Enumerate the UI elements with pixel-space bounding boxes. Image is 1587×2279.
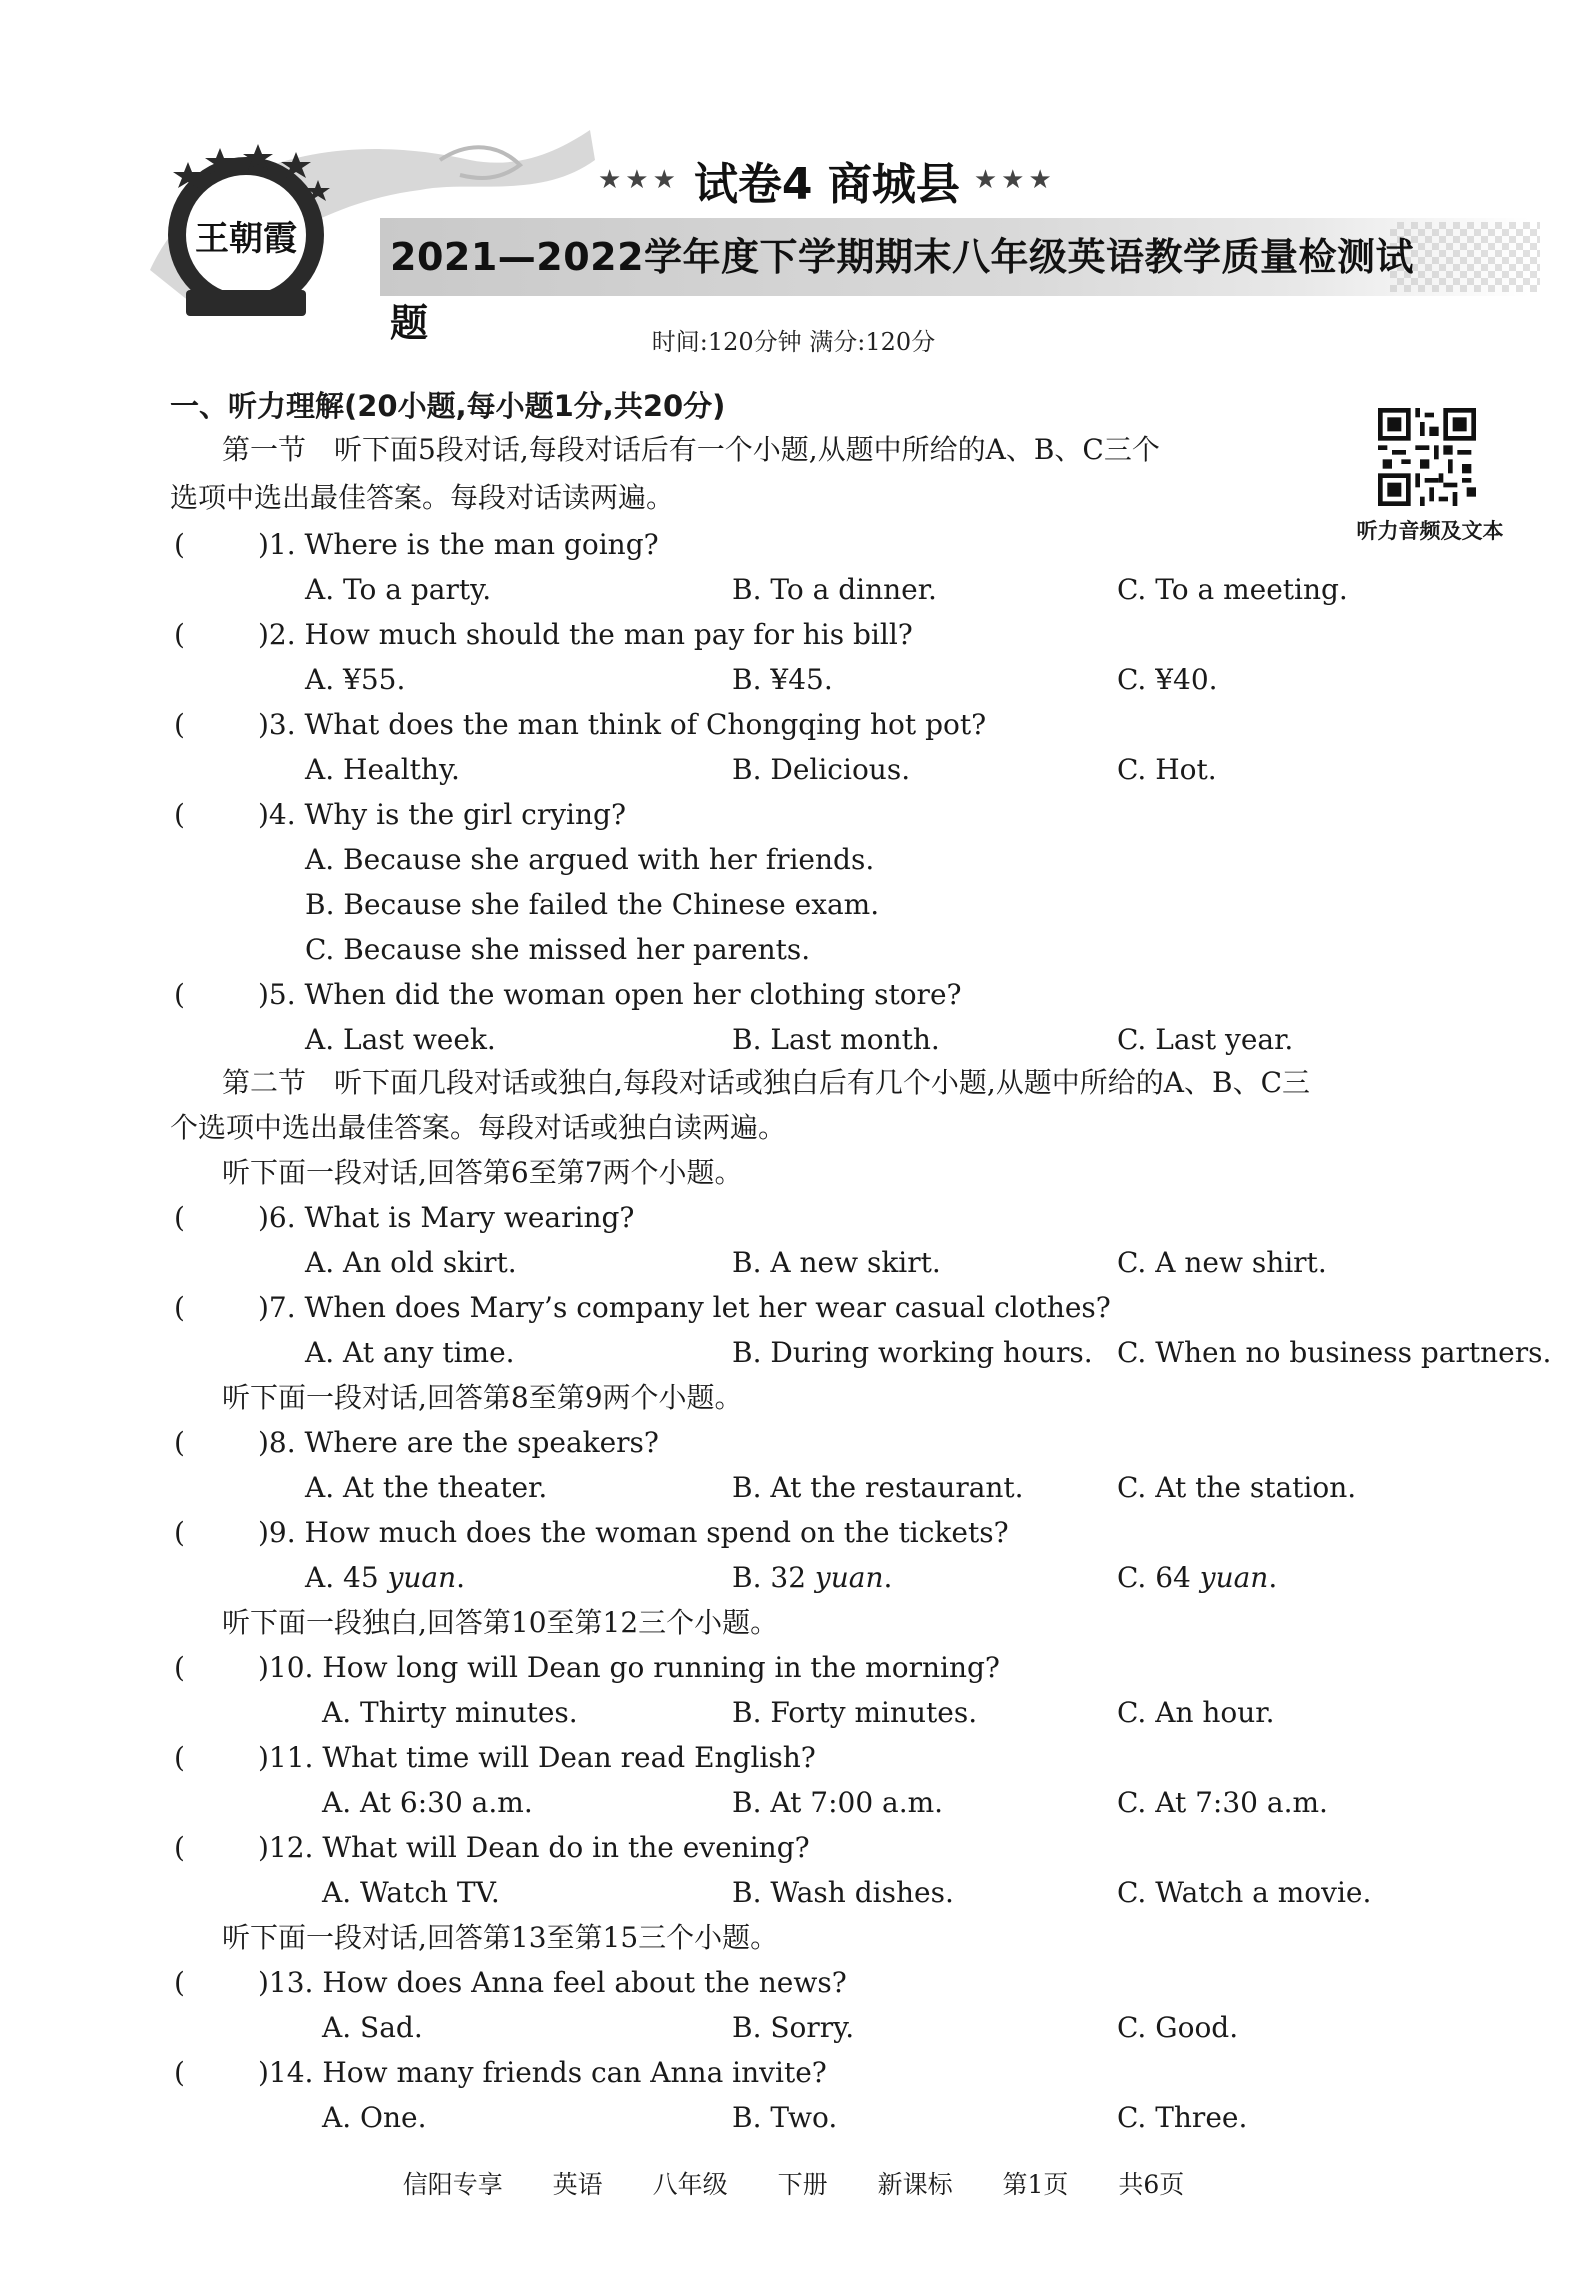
option-7b: B. During working hours. xyxy=(732,1336,1093,1369)
answer-paren: ( xyxy=(174,528,185,561)
option-4a: A. Because she argued with her friends. xyxy=(305,843,875,876)
option-1a: A. To a party. xyxy=(305,573,492,606)
question-12: )12. What will Dean do in the evening? xyxy=(258,1831,810,1864)
option-2a: A. ¥55. xyxy=(305,663,406,696)
option-10b: B. Forty minutes. xyxy=(732,1696,978,1729)
question-10: )10. How long will Dean go running in the morning? xyxy=(258,1651,1000,1684)
question-8: )8. Where are the speakers? xyxy=(258,1426,659,1459)
page-footer xyxy=(0,2165,1587,2201)
option-6a: A. An old skirt. xyxy=(305,1246,517,1279)
star-decoration-left: ★★★ xyxy=(598,165,680,195)
group-instruction-4: 听下面一段对话,回答第13至第15三个小题。 xyxy=(222,1921,779,1954)
answer-paren: ( xyxy=(174,1831,185,1864)
option-9b-unit: yuan xyxy=(814,1561,884,1594)
option-3b: B. Delicious. xyxy=(732,753,911,786)
exam-meta: 时间:120分钟 满分:120分 xyxy=(651,328,936,356)
qr-caption: 听力音频及文本 xyxy=(1356,519,1504,543)
answer-paren: ( xyxy=(174,1651,185,1684)
answer-paren: ( xyxy=(174,618,185,651)
option-9a: A. 45 yuan. xyxy=(305,1561,466,1594)
answer-paren: ( xyxy=(174,978,185,1011)
answer-paren: ( xyxy=(174,708,185,741)
option-8a: A. At the theater. xyxy=(305,1471,548,1504)
option-12b: B. Wash dishes. xyxy=(732,1876,954,1909)
brand-logo xyxy=(158,140,333,325)
option-7c: C. When no business partners. xyxy=(1117,1336,1552,1369)
option-9c-amount: C. 64 xyxy=(1117,1561,1200,1594)
answer-paren: ( xyxy=(174,798,185,831)
option-8c: C. At the station. xyxy=(1117,1471,1357,1504)
group-instruction-2: 听下面一段对话,回答第8至第9两个小题。 xyxy=(222,1381,743,1414)
option-12a: A. Watch TV. xyxy=(322,1876,500,1909)
option-4b: B. Because she failed the Chinese exam. xyxy=(305,888,880,921)
option-11b: B. At 7:00 a.m. xyxy=(732,1786,944,1819)
answer-paren: ( xyxy=(174,1201,185,1234)
option-13b: B. Sorry. xyxy=(732,2011,855,2044)
answer-paren: ( xyxy=(174,1291,185,1324)
option-5b: B. Last month. xyxy=(732,1023,940,1056)
option-9a-amount: A. 45 xyxy=(305,1561,388,1594)
option-5c: C. Last year. xyxy=(1117,1023,1294,1056)
qr-code-icon xyxy=(1378,408,1476,506)
section-heading: 一、听力理解(20小题,每小题1分,共20分) xyxy=(170,389,726,423)
answer-paren: ( xyxy=(174,1516,185,1549)
exam-title-row xyxy=(598,150,1056,210)
option-5a: A. Last week. xyxy=(305,1023,496,1056)
option-7a: A. At any time. xyxy=(305,1336,515,1369)
option-10c: C. An hour. xyxy=(1117,1696,1275,1729)
option-1c: C. To a meeting. xyxy=(1117,573,1348,606)
footer-subject: 英语 xyxy=(552,2170,603,2199)
question-13: )13. How does Anna feel about the news? xyxy=(258,1966,847,1999)
question-4: )4. Why is the girl crying? xyxy=(258,798,626,831)
part2-instruction-line1: 第二节 听下面几段对话或独白,每段对话或独白后有几个小题,从题中所给的A、B、C三 xyxy=(222,1066,1311,1099)
option-9b-amount: B. 32 xyxy=(732,1561,815,1594)
group-instruction-1: 听下面一段对话,回答第6至第7两个小题。 xyxy=(222,1156,743,1189)
svg-text:王朝霞: 王朝霞 xyxy=(195,219,297,259)
option-10a: A. Thirty minutes. xyxy=(322,1696,578,1729)
footer-brand: 信阳专享 xyxy=(402,2170,503,2199)
option-8b: B. At the restaurant. xyxy=(732,1471,1024,1504)
option-13c: C. Good. xyxy=(1117,2011,1239,2044)
question-1: )1. Where is the man going? xyxy=(258,528,659,561)
question-5: )5. When did the woman open her clothing store? xyxy=(258,978,962,1011)
option-2b: B. ¥45. xyxy=(732,663,833,696)
footer-volume: 下册 xyxy=(777,2170,828,2199)
option-13a: A. Sad. xyxy=(322,2011,423,2044)
option-3c: C. Hot. xyxy=(1117,753,1217,786)
option-1b: B. To a dinner. xyxy=(732,573,937,606)
option-3a: A. Healthy. xyxy=(305,753,460,786)
logo-wordmark xyxy=(195,219,297,259)
question-7: )7. When does Mary’s company let her wear casual clothes? xyxy=(258,1291,1111,1324)
question-14: )14. How many friends can Anna invite? xyxy=(258,2056,827,2089)
option-14b: B. Two. xyxy=(732,2101,838,2134)
footer-curriculum: 新课标 xyxy=(877,2170,953,2199)
option-12c: C. Watch a movie. xyxy=(1117,1876,1372,1909)
option-6c: C. A new shirt. xyxy=(1117,1246,1327,1279)
answer-paren: ( xyxy=(174,1966,185,1999)
question-6: )6. What is Mary wearing? xyxy=(258,1201,635,1234)
option-9b: B. 32 yuan. xyxy=(732,1561,893,1594)
question-3: )3. What does the man think of Chongqing hot pot? xyxy=(258,708,987,741)
star-decoration-right: ★★★ xyxy=(973,165,1056,195)
part1-instruction-line1: 第一节 听下面5段对话,每段对话后有一个小题,从题中所给的A、B、C三个 xyxy=(222,433,1160,466)
question-11: )11. What time will Dean read English? xyxy=(258,1741,816,1774)
exam-title: 试卷4 商城县 xyxy=(693,159,960,210)
footer-page-total: 共6页 xyxy=(1118,2170,1185,2199)
answer-paren: ( xyxy=(174,1741,185,1774)
part1-instruction-line2: 选项中选出最佳答案。每段对话读两遍。 xyxy=(170,481,675,514)
question-2: )2. How much should the man pay for his bill? xyxy=(258,618,913,651)
option-9a-unit: yuan xyxy=(387,1561,457,1594)
group-instruction-3: 听下面一段独白,回答第10至第12三个小题。 xyxy=(222,1606,779,1639)
option-14a: A. One. xyxy=(322,2101,427,2134)
option-11a: A. At 6:30 a.m. xyxy=(322,1786,533,1819)
part2-instruction-line2: 个选项中选出最佳答案。每段对话或独白读两遍。 xyxy=(170,1111,787,1144)
question-9: )9. How much does the woman spend on the tickets? xyxy=(258,1516,1009,1549)
option-9c: C. 64 yuan. xyxy=(1117,1561,1278,1594)
option-4c: C. Because she missed her parents. xyxy=(305,933,811,966)
answer-paren: ( xyxy=(174,2056,185,2089)
footer-grade: 八年级 xyxy=(652,2170,728,2199)
option-14c: C. Three. xyxy=(1117,2101,1248,2134)
option-2c: C. ¥40. xyxy=(1117,663,1218,696)
option-11c: C. At 7:30 a.m. xyxy=(1117,1786,1328,1819)
exam-subtitle: 2021—2022学年度下学期期末八年级英语教学质量检测试题 xyxy=(390,235,1415,345)
answer-paren: ( xyxy=(174,1426,185,1459)
footer-page-number: 第1页 xyxy=(1002,2170,1069,2199)
option-6b: B. A new skirt. xyxy=(732,1246,941,1279)
option-9c-unit: yuan xyxy=(1199,1561,1269,1594)
